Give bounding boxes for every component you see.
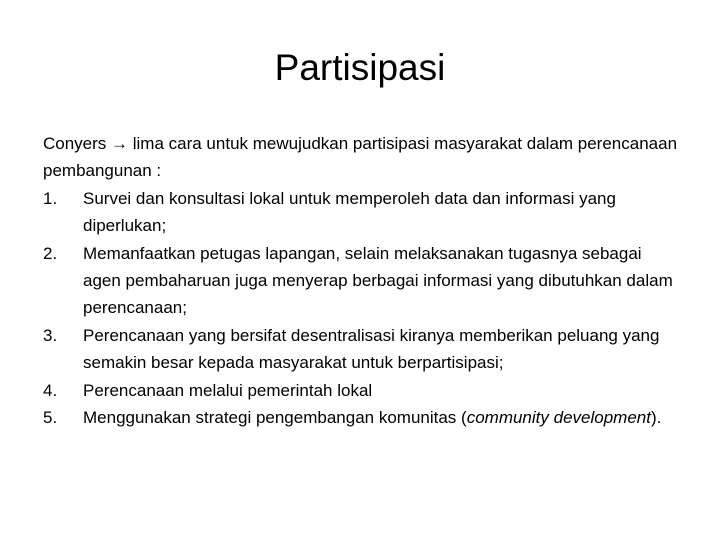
list-item-number: 4. [43,380,58,400]
list-item-number: 3. [43,325,58,345]
list-item-number: 5. [43,408,58,428]
intro-text: Conyers → lima cara untuk mewujudkan partisipasi masyarakat dalam perencanaan pembangunan : [43,134,678,181]
numbered-list [43,185,683,432]
list-item-number: 1. [43,188,58,208]
list-item-text: Perencanaan yang bersifat desentralisasi kiranya memberikan peluang yang semakin besar kepada masyarakat untuk berpartisipasi; [83,325,660,373]
slide-body [43,130,683,431]
list-item [43,404,683,431]
list-item [43,185,683,240]
list-item [43,322,683,377]
list-item-text: Memanfaatkan petugas lapangan, selain melaksanakan tugasnya sebagai agen pembaharuan juga menyerap berbagai informasi yang dibutuhkan dalam perencanaan; [83,243,673,318]
list-item-text: Survei dan konsultasi lokal untuk memperoleh data dan informasi yang diperlukan; [83,188,616,236]
list-item-text-end: ). [650,408,662,428]
list-item-text: Perencanaan melalui pemerintah lokal [83,380,373,400]
italic-term: community development [466,408,651,428]
list-item [43,240,683,322]
list-item-number: 2. [43,243,58,263]
list-item-text-start: Menggunakan strategi pengembangan komunitas ( [83,408,467,428]
list-item [43,377,683,404]
list-item-text [83,408,661,427]
slide-title: Partisipasi [274,47,446,88]
